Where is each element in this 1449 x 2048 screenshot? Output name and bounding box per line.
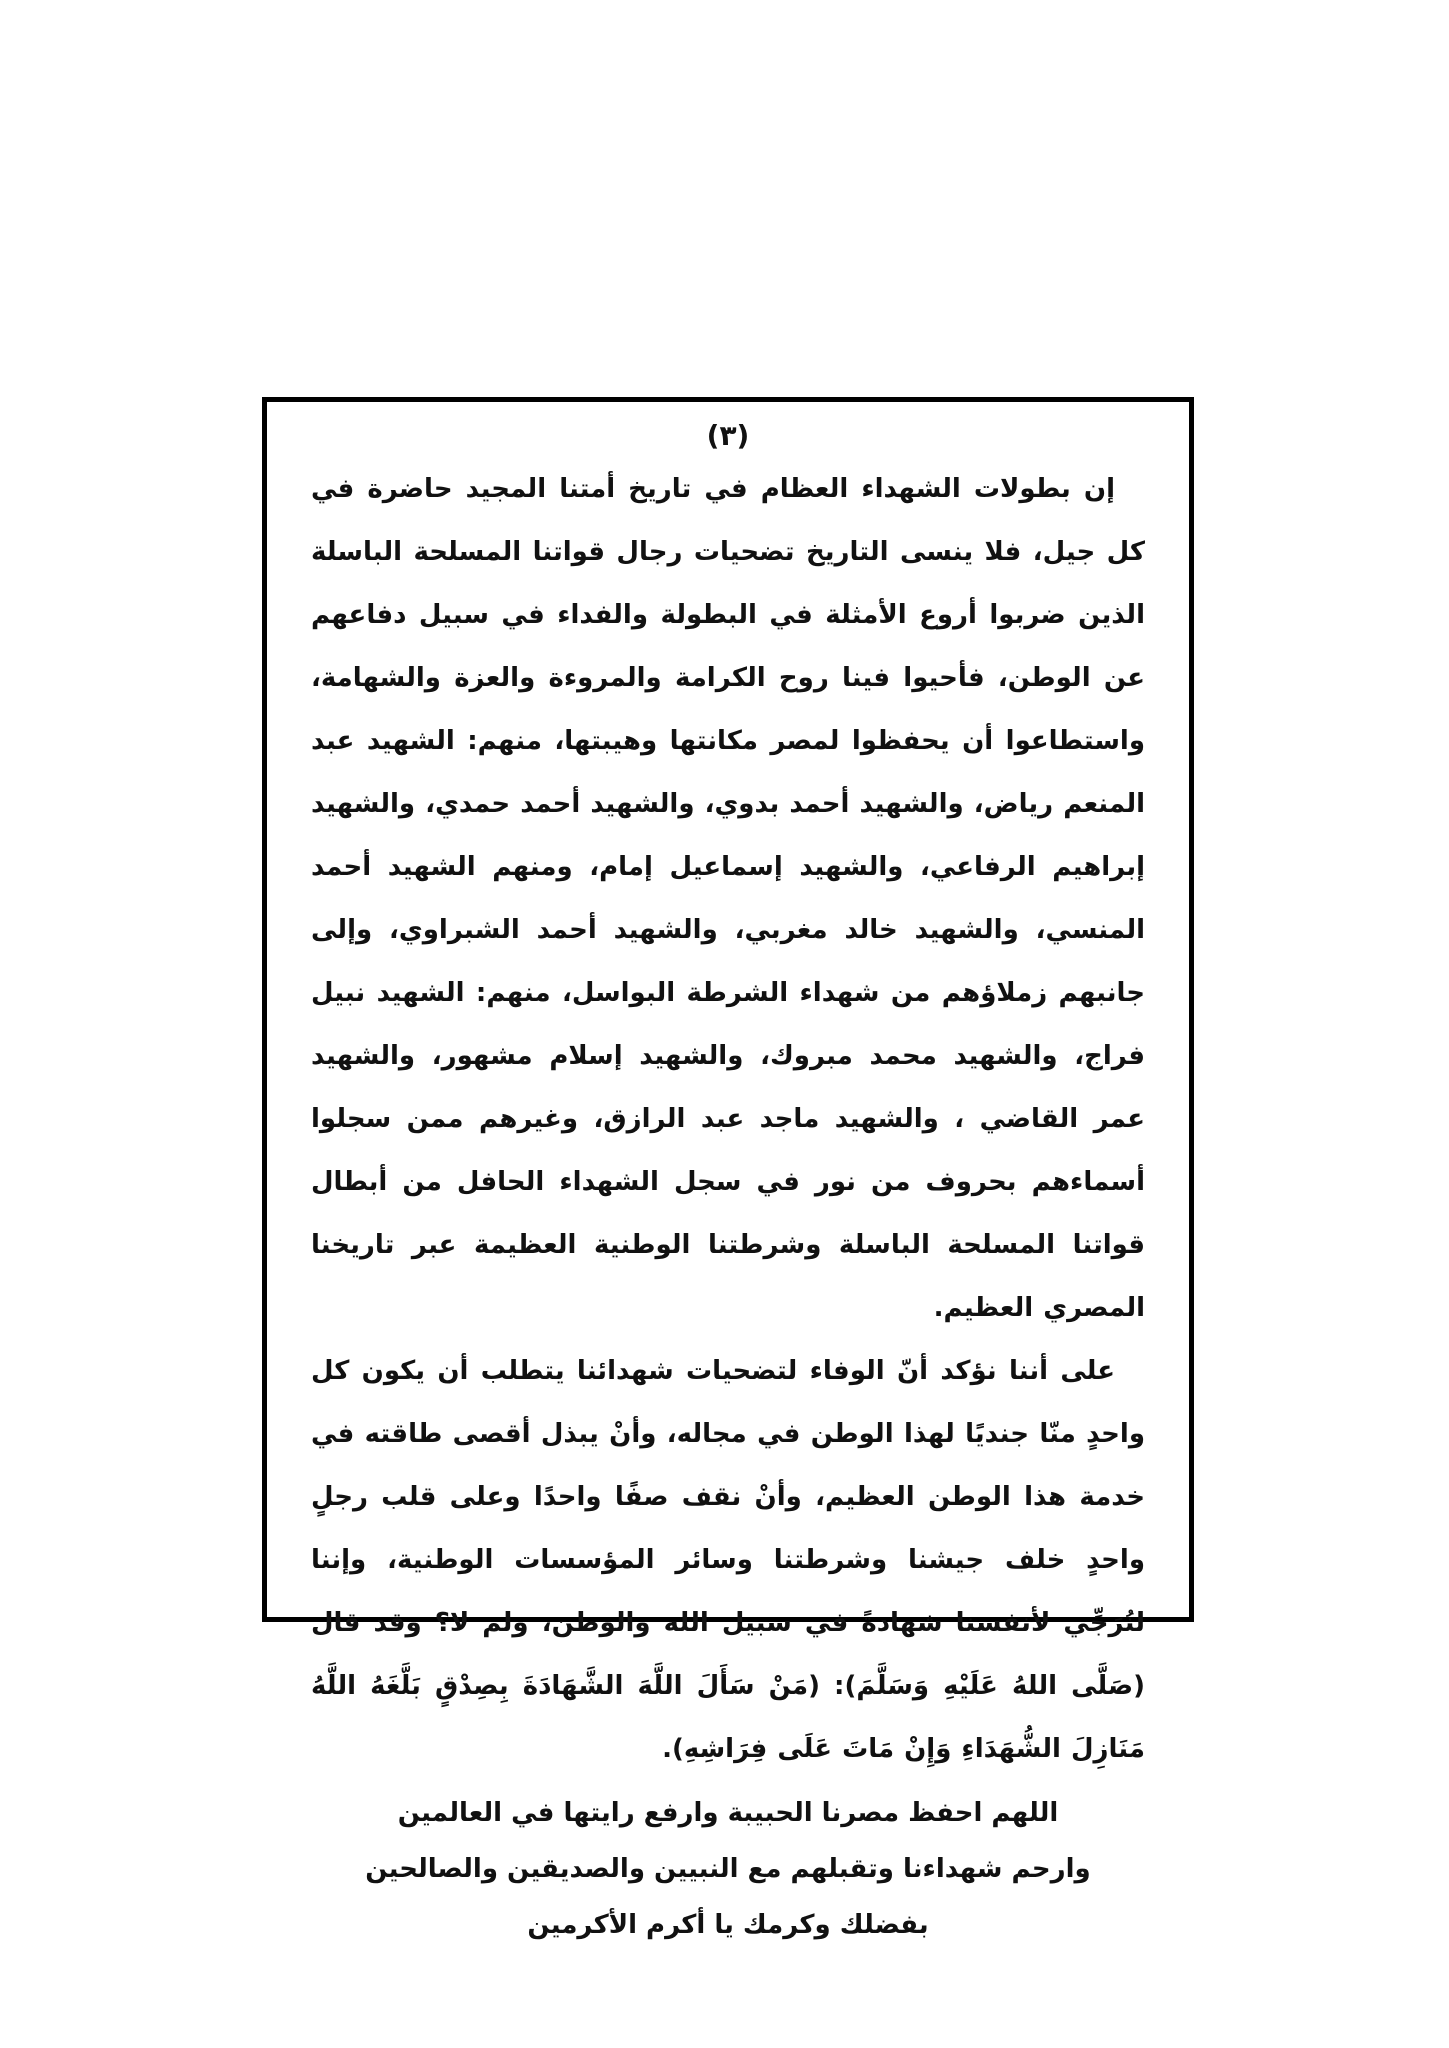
paragraph-loyalty-duty: على أننا نؤكد أنّ الوفاء لتضحيات شهدائنا يتطلب أن يكون كل واحدٍ منّا جنديًا لهذا الوطن في مجاله، وأنْ يبذل أقصى طاقته في خدمة هذا الوطن العظيم، وأنْ نقف صفًا واحدًا وعلى قلب رجلٍ واحدٍ خلف جيشنا وشرطتنا وسائر المؤسسات الوطنية، وإننا لنُرَجِّي لأنفسنا شهادةً في سبيل الله والوطن، ولم لا؟ وقد قال (صَلَّى اللهُ عَلَيْهِ وَسَلَّمَ): (مَنْ سَأَلَ اللَّهَ الشَّهَادَةَ بِصِدْقٍ بَلَّغَهُ اللَّهُ مَنَازِلَ الشُّهَدَاءِ وَإِنْ مَاتَ عَلَى فِرَاشِهِ). [311,1356,1145,1764]
prayer-line: بفضلك وكرمك يا أكرم الأكرمين [527,1910,929,1940]
page-number: (٣) [706,419,750,452]
closing-prayer [311,1785,1145,1953]
page-frame [262,397,1194,1940]
paragraph-martyrs-heroism: إن بطولات الشهداء العظام في تاريخ أمتنا المجيد حاضرة في كل جيل، فلا ينسى التاريخ تضحيات رجال قواتنا المسلحة الباسلة الذين ضربوا أروع الأمثلة في البطولة والفداء في سبيل دفاعهم عن الوطن، فأحيوا فينا روح الكرامة والمروءة والعزة والشهامة، واستطاعوا أن يحفظوا لمصر مكانتها وهيبتها، منهم: الشهيد عبد المنعم رياض، والشهيد أحمد بدوي، والشهيد أحمد حمدي، والشهيد إبراهيم الرفاعي، والشهيد إسماعيل إمام، ومنهم الشهيد أحمد المنسي، والشهيد خالد مغربي، والشهيد أحمد الشبراوي، وإلى جانبهم زملاؤهم من شهداء الشرطة البواسل، منهم: الشهيد نبيل فراج، والشهيد محمد مبروك، والشهيد إسلام مشهور، والشهيد عمر القاضي ، والشهيد ماجد عبد الرازق، وغيرهم ممن سجلوا أسماءهم بحروف من نور في سجل الشهداء الحافل من أبطال قواتنا المسلحة الباسلة وشرطتنا الوطنية العظيمة عبر تاريخنا المصري العظيم. [311,474,1145,1323]
prayer-line: وارحم شهداءنا وتقبلهم مع النبيين والصديقين والصالحين [365,1854,1091,1884]
prayer-line: اللهم احفظ مصرنا الحبيبة وارفع رايتها في العالمين [397,1798,1059,1828]
